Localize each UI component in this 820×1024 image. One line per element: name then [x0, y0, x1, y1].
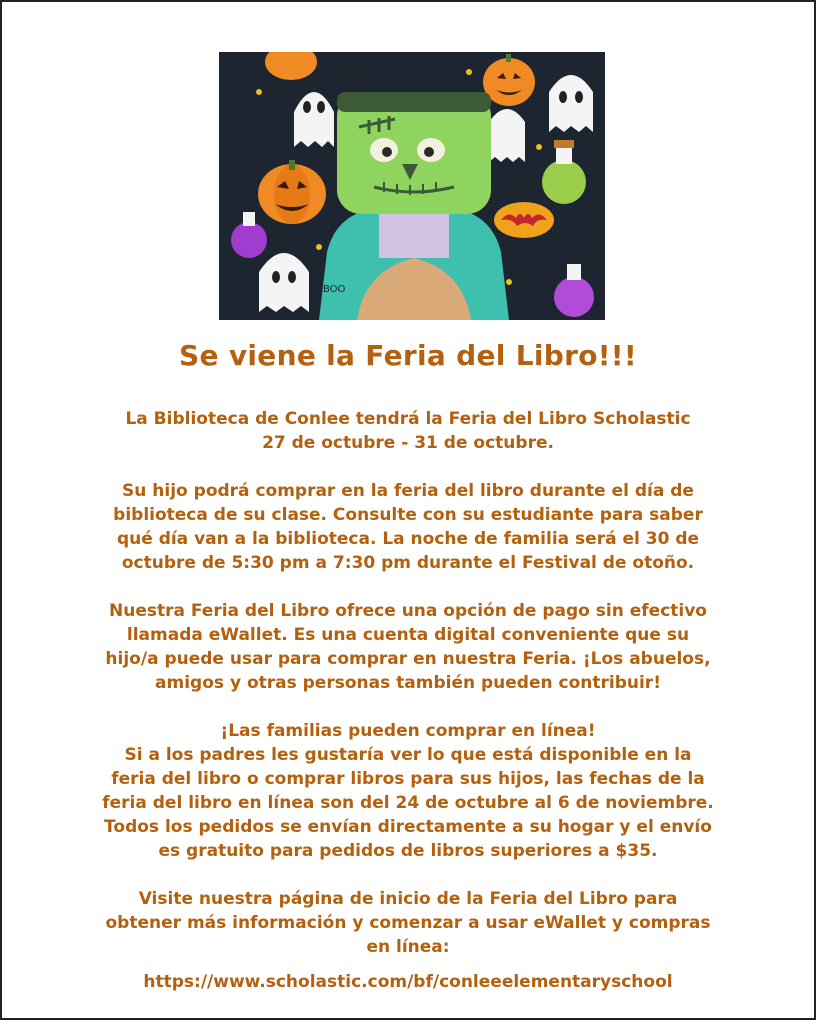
online-paragraph: [62, 719, 754, 863]
flyer-body: [62, 407, 754, 983]
page-title: Se viene la Feria del Libro!!!: [179, 339, 637, 372]
shopping-paragraph: [62, 479, 754, 575]
text-line: llamada eWallet. Es una cuenta digital conveniente que su: [126, 625, 690, 645]
text-line: feria del libro o comprar libros para sus hijos, las fechas de la: [111, 769, 705, 789]
text-line: Todos los pedidos se envían directamente a su hogar y el envío: [104, 817, 712, 837]
ghost-icon: [489, 109, 525, 162]
text-line: obtener más información y comenzar a usar eWallet y compras: [105, 913, 711, 933]
text-line: en línea:: [366, 937, 450, 957]
text-line: qué día van a la biblioteca. La noche de familia será el 30 de: [116, 529, 700, 549]
visit-paragraph: [62, 887, 754, 959]
text-line: octubre de 5:30 pm a 7:30 pm durante el Festival de otoño.: [121, 553, 695, 573]
boo-label: BOO: [509, 176, 532, 187]
text-line: amigos y otras personas también pueden contribuir!: [155, 673, 661, 693]
frankenstein-monster-illustration: [219, 52, 605, 320]
boo-label: BOO: [341, 66, 364, 77]
text-line: Visite nuestra página de inicio de la Feria del Libro para: [138, 889, 678, 909]
text-line: 27 de octubre - 31 de octubre.: [262, 433, 554, 453]
book-fair-link[interactable]: https://www.scholastic.com/bf/conleeelementaryschool: [143, 972, 673, 992]
text-line: ¡Las familias pueden comprar en línea!: [220, 721, 596, 741]
text-line: Si a los padres les gustaría ver lo que está disponible en la: [124, 745, 692, 765]
intro-paragraph: [62, 407, 754, 455]
text-line: La Biblioteca de Conlee tendrá la Feria del Libro Scholastic: [125, 409, 691, 429]
ewallet-paragraph: [62, 599, 754, 695]
text-line: hijo/a puede usar para comprar en nuestra Feria. ¡Los abuelos,: [105, 649, 711, 669]
text-line: Nuestra Feria del Libro ofrece una opción de pago sin efectivo: [109, 601, 707, 621]
text-line: biblioteca de su clase. Consulte con su estudiante para saber: [113, 505, 703, 525]
text-line: Su hijo podrá comprar en la feria del libro durante el día de: [122, 481, 694, 501]
bat-icon: [494, 202, 554, 238]
text-line: es gratuito para pedidos de libros superiores a $35.: [158, 841, 658, 861]
monster: [319, 92, 509, 320]
boo-label: BOO: [323, 284, 346, 295]
halloween-illustration: [219, 52, 605, 320]
ghost-icon: [549, 75, 593, 132]
text-line: feria del libro en línea son del 24 de octubre al 6 de noviembre.: [102, 793, 714, 813]
